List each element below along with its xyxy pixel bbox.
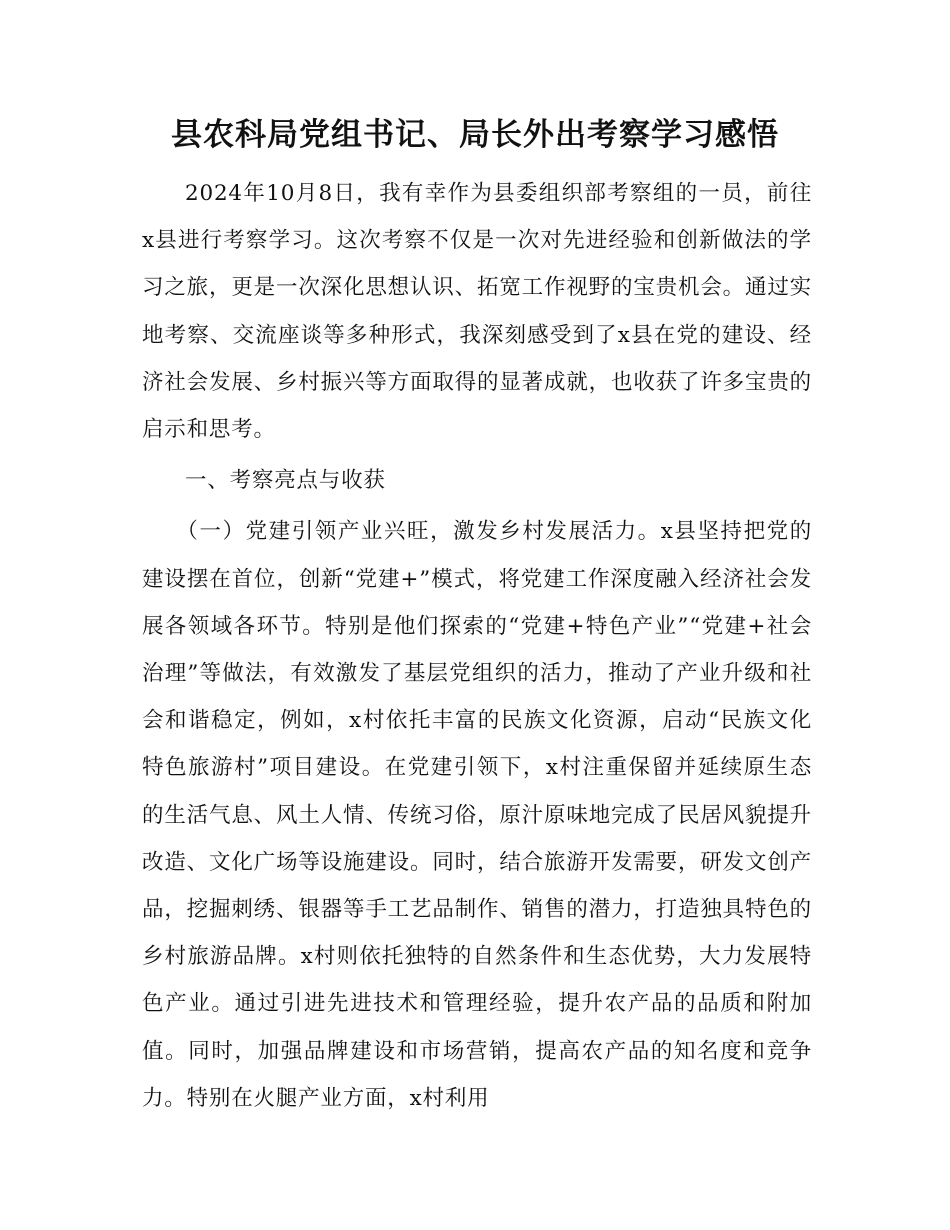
document-title: 县农科局党组书记、局长外出考察学习感悟 [171,117,779,153]
document-body [142,170,812,1122]
section-heading: 一、考察亮点与收获 [185,468,386,494]
subsection-paragraph: （一）党建引领产业兴旺，激发乡村发展活力。x县坚持把党的建设摆在首位，创新“党建+”模式，将党建工作深度融入经济社会发展各领域各环节。特别是他们探索的“党建+特色产业”“党建+社会治理”等做法，有效激发了基层党组织的活力，推动了产业升级和社会和谐稳定，例如，x村依托丰富的民族文化资源，启动“民族文化特色旅游村”项目建设。在党建引领下，x村注重保留并延续原生态的生活气息、风土人情、传统习俗，原汁原味地完成了民居风貌提升改造、文化广场等设施建设。同时，结合旅游开发需要，研发文创产品，挖掘刺绣、银器等手工艺品制作、销售的潜力，打造独具特色的乡村旅游品牌。x村则依托独特的自然条件和生态优势，大力发展特色产业。通过引进先进技术和管理经验，提升农产品的品质和附加值。同时，加强品牌建设和市场营销，提高农产品的知名度和竞争力。特别在火腿产业方面，x村利用 [142,519,812,1111]
intro-paragraph: 2024年10月8日，我有幸作为县委组织部考察组的一员，前往x县进行考察学习。这次考察不仅是一次对先进经验和创新做法的学习之旅，更是一次深化思想认识、拓宽工作视野的宝贵机会。通过实地考察、交流座谈等多种形式，我深刻感受到了x县在党的建设、经济社会发展、乡村振兴等方面取得的显著成就，也收获了许多宝贵的启示和思考。 [142,181,812,443]
